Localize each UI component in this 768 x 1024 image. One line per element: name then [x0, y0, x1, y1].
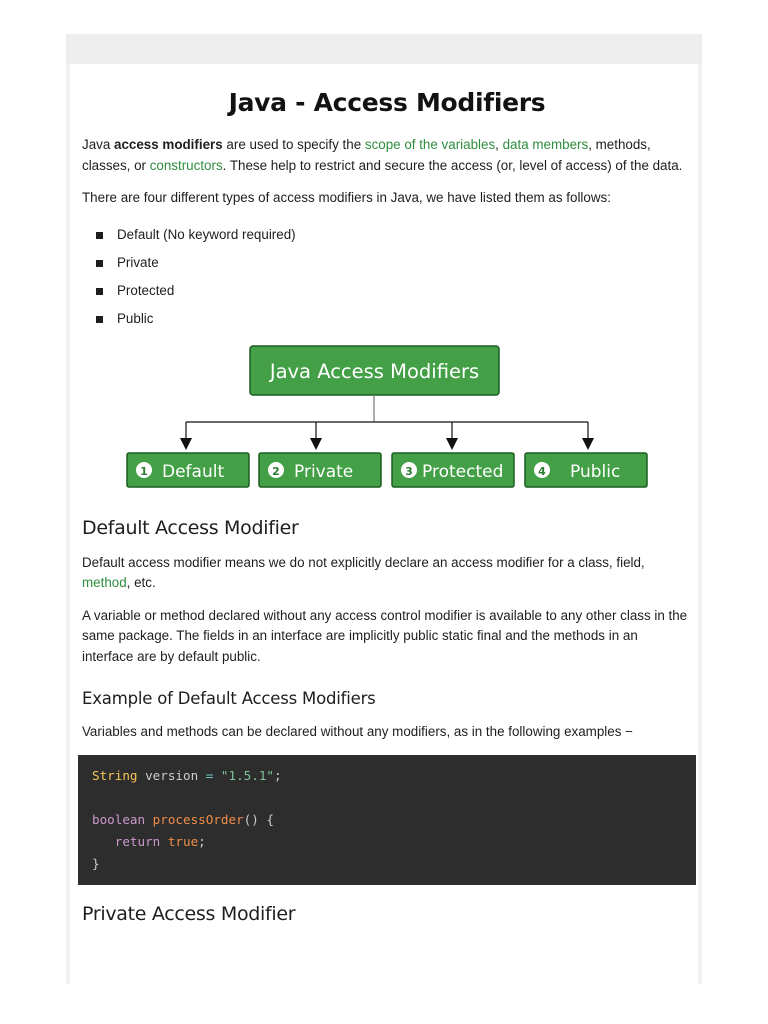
code-line [92, 853, 682, 875]
square-bullet-icon [96, 260, 103, 267]
intro-bold: access modifiers [114, 137, 223, 152]
intro-paragraph [82, 135, 692, 176]
types-paragraph: There are four different types of access modifiers in Java, we have listed them as follows: [82, 190, 611, 205]
heading-private-access-modifier: Private Access Modifier [82, 902, 296, 925]
diagram-node-label: Protected [422, 461, 504, 482]
code-token: = [205, 767, 214, 783]
code-line [92, 809, 682, 831]
diagram-node-label: Default [162, 461, 225, 482]
diagram-node-number: 1 [140, 464, 148, 478]
default-text-2: , etc. [126, 575, 156, 590]
code-line [92, 831, 682, 853]
top-bar [66, 34, 702, 64]
list-item-label: Protected [117, 282, 175, 298]
default-paragraph-1 [82, 553, 692, 594]
code-line [92, 787, 682, 809]
code-token: version [137, 767, 206, 783]
article-card [66, 64, 702, 984]
link-constructors[interactable]: constructors [149, 157, 223, 173]
intro-text-5: . These help to restrict and secure the access (or, level of access) of the data. [222, 157, 683, 173]
diagram-node-public [525, 453, 647, 487]
diagram-root-label: Java Access Modifiers [269, 359, 480, 383]
list-item [96, 277, 692, 305]
link-scope-of-variables[interactable]: scope of the variables [364, 137, 496, 152]
list-item-label: Default (No keyword required) [117, 226, 296, 242]
link-data-members[interactable]: data members [502, 137, 589, 152]
code-token: boolean [92, 811, 146, 827]
example-paragraph: Variables and methods can be declared without any modifiers, as in the following examples − [82, 724, 633, 739]
list-item [96, 221, 692, 249]
square-bullet-icon [96, 232, 103, 239]
diagram-node-number: 4 [538, 464, 546, 478]
diagram-node-private [259, 453, 381, 487]
diagram-node-label: Private [294, 461, 354, 482]
list-item-label: Public [117, 310, 154, 326]
heading-default-access-modifier: Default Access Modifier [82, 516, 299, 539]
code-token: "1.5.1" [213, 767, 275, 783]
intro-text-4: , methods, classes, or [82, 137, 651, 173]
code-line [92, 765, 682, 787]
intro-text-1: Java [82, 137, 115, 152]
code-token: } [92, 855, 100, 871]
square-bullet-icon [96, 316, 103, 323]
list-item [96, 249, 692, 277]
default-text-1: Default access modifier means we do not explicitly declare an access modifier for a class, field, [82, 554, 645, 570]
diagram-node-default [127, 453, 249, 487]
link-method[interactable]: method [82, 575, 127, 590]
code-token: () { [243, 811, 274, 827]
list-item [96, 305, 692, 333]
code-token: String [92, 767, 138, 783]
diagram-node-protected [392, 453, 514, 487]
diagram-node-number: 2 [272, 464, 280, 478]
code-token: processOrder [145, 811, 244, 827]
modifier-list [82, 221, 692, 333]
square-bullet-icon [96, 288, 103, 295]
default-paragraph-2: A variable or method declared without any access control modifier is available to any other class in the same package. The fields in an interface are implicitly public static final and the methods in an interface are by default public. [82, 607, 688, 664]
heading-example-default: Example of Default Access Modifiers [82, 689, 376, 708]
access-modifiers-diagram [82, 337, 692, 497]
diagram-svg [82, 337, 692, 497]
diagram-node-number: 3 [405, 464, 413, 478]
diagram-node-label: Public [570, 461, 621, 482]
page-title: Java - Access Modifiers [228, 88, 546, 117]
intro-text-3: , [495, 137, 503, 152]
list-item-label: Private [117, 254, 159, 270]
code-token: ; [274, 767, 282, 783]
code-block[interactable] [78, 755, 696, 885]
code-token: return [92, 833, 161, 849]
intro-text-2: are used to specify the [222, 137, 365, 152]
code-token: true [160, 833, 199, 849]
code-token: ; [198, 833, 206, 849]
article-content [82, 64, 692, 939]
